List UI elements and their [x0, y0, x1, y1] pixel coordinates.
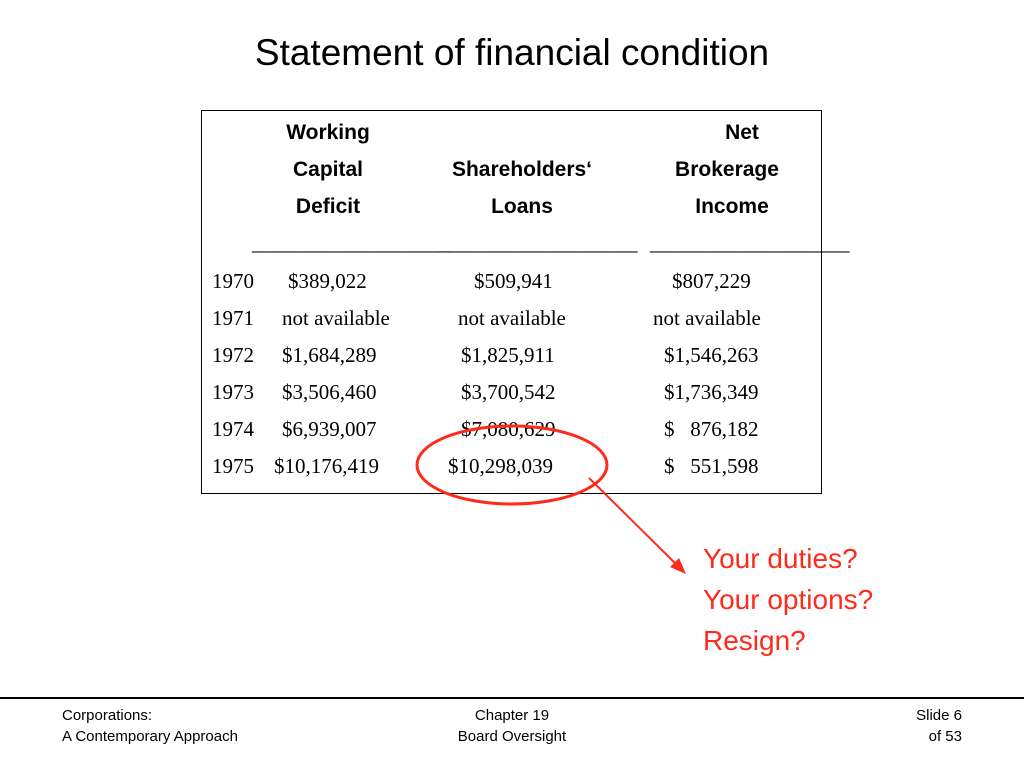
footer-right [862, 705, 962, 747]
footer-chapter-title: Board Oversight [457, 728, 567, 745]
footer-slide-number: Slide 6 [916, 707, 962, 724]
slide-title: Statement of financial condition [254, 32, 770, 73]
row-income: $ 551,598 [664, 454, 759, 478]
highlight-circle [417, 426, 607, 504]
row-income: not available [653, 306, 761, 330]
row-year: 1970 [212, 269, 254, 293]
row-income: $1,736,349 [664, 380, 759, 404]
header-net-income-line3: Income [695, 195, 769, 218]
footer-center [412, 705, 612, 747]
header-working-capital-line2: Capital [292, 158, 363, 181]
header-shareholders-loans-line2: Shareholders‘ [451, 158, 593, 181]
row-year: 1974 [212, 417, 254, 441]
footer-chapter: Chapter 19 [474, 707, 550, 724]
callout-line-resign: Resign? [703, 625, 806, 656]
row-deficit: $3,506,460 [282, 380, 377, 404]
row-loans: not available [458, 306, 566, 330]
row-loans: $509,941 [474, 269, 553, 293]
row-deficit: $10,176,419 [274, 454, 379, 478]
row-income: $807,229 [672, 269, 751, 293]
footer-left [62, 705, 238, 747]
row-loans: $3,700,542 [461, 380, 556, 404]
row-income: $ 876,182 [664, 417, 759, 441]
row-year: 1971 [212, 306, 254, 330]
header-shareholders-loans-line3: Loans [491, 195, 553, 218]
row-income: $1,546,263 [664, 343, 759, 367]
row-deficit: not available [282, 306, 390, 330]
callout-line-options: Your options? [703, 584, 874, 615]
callout-arrow-line [589, 478, 680, 568]
footer-book-title: Corporations: [62, 707, 153, 724]
row-loans: $10,298,039 [448, 454, 553, 478]
row-deficit: $1,684,289 [282, 343, 377, 367]
header-rule-col1: ___________________ [252, 231, 452, 255]
row-deficit: $6,939,007 [282, 417, 377, 441]
footer-book-subtitle: A Contemporary Approach [62, 728, 238, 745]
header-net-income-line1: Net [725, 121, 759, 144]
row-deficit: $389,022 [288, 269, 367, 293]
row-loans: $1,825,911 [461, 343, 555, 367]
header-working-capital-line3: Deficit [295, 195, 361, 218]
row-year: 1973 [212, 380, 254, 404]
row-loans: $7,080,629 [461, 417, 556, 441]
header-working-capital-line1: Working [286, 121, 370, 144]
header-net-income-line2: Brokerage [675, 158, 779, 181]
header-rule-col2: ___________________ [438, 231, 638, 255]
row-year: 1975 [212, 454, 254, 478]
callout-text [703, 538, 873, 661]
callout-line-duties: Your duties? [703, 543, 858, 574]
header-rule-col3: ___________________ [650, 231, 850, 255]
footer-slide-total: of 53 [928, 728, 962, 745]
row-year: 1972 [212, 343, 254, 367]
footer-divider [0, 697, 1024, 699]
